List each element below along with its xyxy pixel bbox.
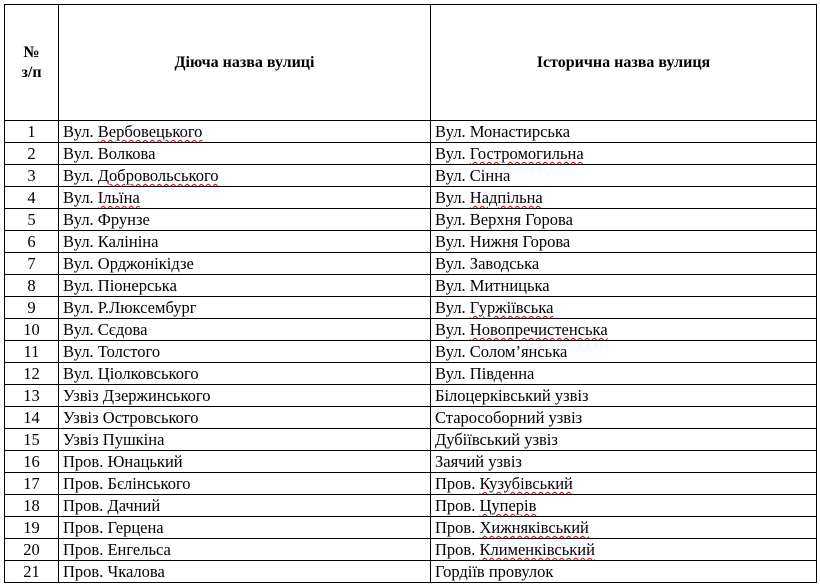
historical-name-text: Заячий узвіз [435, 452, 522, 471]
current-street-name [59, 363, 431, 385]
current-name-text: Енгельса [107, 540, 171, 559]
current-street-name [59, 143, 431, 165]
current-name-prefix: Вул. [63, 298, 98, 317]
current-name-text: Чкалова [107, 562, 165, 581]
current-street-name [59, 429, 431, 451]
row-number: 6 [5, 231, 59, 253]
historical-name-prefix: Вул. [435, 210, 470, 229]
current-name-text: Ціолковського [97, 364, 199, 383]
current-name-text: Юнацький [107, 452, 183, 471]
current-name-text: Островського [102, 408, 199, 427]
historical-name-text: Старособорний узвіз [435, 408, 583, 427]
table-row [5, 165, 817, 187]
historical-street-name [431, 187, 817, 209]
current-name-prefix: Пров. [63, 452, 108, 471]
historical-name-prefix: Пров. [435, 518, 480, 537]
historical-street-name [431, 143, 817, 165]
historical-street-name [431, 451, 817, 473]
current-name-text: Фрунзе [97, 210, 150, 229]
current-name-prefix: Пров. [63, 474, 108, 493]
row-number: 2 [5, 143, 59, 165]
row-number: 15 [5, 429, 59, 451]
table-row [5, 209, 817, 231]
row-number: 9 [5, 297, 59, 319]
table-row [5, 253, 817, 275]
historical-name-prefix: Вул. [435, 298, 470, 317]
current-name-prefix: Пров. [63, 540, 108, 559]
historical-name-prefix: Вул. [435, 342, 470, 361]
historical-name-prefix: Пров. [435, 540, 480, 559]
row-number: 4 [5, 187, 59, 209]
historical-name-text: Гуржіївська [469, 298, 554, 317]
current-street-name [59, 517, 431, 539]
current-name-prefix: Вул. [63, 122, 98, 141]
historical-street-name [431, 561, 817, 583]
historical-name-text: Заводська [469, 254, 540, 273]
current-name-prefix: Вул. [63, 254, 98, 273]
current-street-name [59, 187, 431, 209]
current-name-text: Дзержинського [102, 386, 211, 405]
table-row [5, 429, 817, 451]
historical-name-text: Верхня Горова [469, 210, 573, 229]
historical-name-prefix: Вул. [435, 166, 470, 185]
current-street-name [59, 561, 431, 583]
historical-name-text: Білоцерківський узвіз [435, 386, 589, 405]
current-name-text: Р.Люксембург [97, 298, 197, 317]
current-name-prefix: Пров. [63, 496, 108, 515]
current-street-name [59, 319, 431, 341]
current-street-name [59, 209, 431, 231]
row-number: 10 [5, 319, 59, 341]
historical-name-prefix: Вул. [435, 320, 470, 339]
historical-street-name [431, 297, 817, 319]
current-street-name [59, 451, 431, 473]
historical-name-prefix: Вул. [435, 364, 470, 383]
current-name-text: Добровольського [97, 166, 219, 185]
historical-street-name [431, 539, 817, 561]
historical-name-text: Сінна [469, 166, 511, 185]
row-number: 17 [5, 473, 59, 495]
current-street-name [59, 297, 431, 319]
historical-name-text: Клименківський [479, 540, 595, 559]
historical-street-name [431, 385, 817, 407]
street-names-table [4, 4, 817, 583]
table-row [5, 517, 817, 539]
historical-name-prefix: Вул. [435, 232, 470, 251]
row-number: 19 [5, 517, 59, 539]
historical-name-text: Надпільна [469, 188, 543, 207]
current-name-prefix: Вул. [63, 210, 98, 229]
row-number: 11 [5, 341, 59, 363]
table-row [5, 473, 817, 495]
current-street-name [59, 275, 431, 297]
historical-name-prefix: Вул. [435, 188, 470, 207]
row-number: 13 [5, 385, 59, 407]
table-row [5, 297, 817, 319]
historical-street-name [431, 121, 817, 143]
row-number: 8 [5, 275, 59, 297]
current-name-prefix: Пров. [63, 562, 108, 581]
historical-name-prefix: Пров. [435, 474, 480, 493]
current-street-name [59, 495, 431, 517]
row-number: 20 [5, 539, 59, 561]
historical-street-name [431, 495, 817, 517]
current-street-name [59, 341, 431, 363]
table-row [5, 385, 817, 407]
current-name-prefix: Узвіз [63, 386, 103, 405]
current-name-text: Калініна [97, 232, 159, 251]
historical-name-text: Гордіїв провулок [435, 562, 554, 581]
historical-name-text: Хижняківський [479, 518, 589, 537]
row-number: 21 [5, 561, 59, 583]
row-number: 18 [5, 495, 59, 517]
current-name-prefix: Вул. [63, 166, 98, 185]
historical-name-prefix: Вул. [435, 144, 470, 163]
row-number: 7 [5, 253, 59, 275]
row-number: 12 [5, 363, 59, 385]
table-header [5, 5, 817, 121]
current-street-name [59, 253, 431, 275]
table-row [5, 451, 817, 473]
table-row [5, 495, 817, 517]
current-name-prefix: Вул. [63, 144, 98, 163]
row-number: 16 [5, 451, 59, 473]
table-row [5, 539, 817, 561]
current-name-text: Волкова [97, 144, 156, 163]
historical-street-name [431, 407, 817, 429]
current-name-prefix: Вул. [63, 320, 98, 339]
number-sign: № [23, 43, 40, 61]
current-name-text: Орджонікідзе [97, 254, 194, 273]
historical-name-text: Митницька [469, 276, 550, 295]
current-name-text: Піонерська [97, 276, 177, 295]
current-name-prefix: Пров. [63, 518, 108, 537]
current-name-text: Бєлінського [107, 474, 191, 493]
current-name-text: Герцена [107, 518, 164, 537]
row-number: 3 [5, 165, 59, 187]
table-row [5, 561, 817, 583]
historical-street-name [431, 341, 817, 363]
historical-name-text: Гостромогильна [469, 144, 584, 163]
table-row [5, 275, 817, 297]
current-street-name [59, 539, 431, 561]
row-number: 14 [5, 407, 59, 429]
column-header-historical-name: Історична назва вулиця [431, 5, 817, 121]
table-row [5, 363, 817, 385]
header-row [5, 5, 817, 121]
table-row [5, 231, 817, 253]
current-street-name [59, 165, 431, 187]
current-name-text: Сєдова [97, 320, 148, 339]
historical-street-name [431, 319, 817, 341]
current-name-text: Вербовецького [97, 122, 203, 141]
historical-street-name [431, 209, 817, 231]
historical-name-text: Нижня Горова [469, 232, 571, 251]
historical-name-text: Дубіївський узвіз [435, 430, 558, 449]
current-name-text: Ільїна [97, 188, 140, 207]
current-name-text: Пушкіна [102, 430, 165, 449]
current-street-name [59, 407, 431, 429]
table-body [5, 121, 817, 583]
historical-name-text: Кузубівський [479, 474, 573, 493]
table-row [5, 319, 817, 341]
column-header-current-name: Діюча назва вулиці [59, 5, 431, 121]
current-name-prefix: Вул. [63, 364, 98, 383]
table-row [5, 407, 817, 429]
current-name-prefix: Узвіз [63, 430, 103, 449]
historical-street-name [431, 473, 817, 495]
current-street-name [59, 121, 431, 143]
current-name-prefix: Вул. [63, 188, 98, 207]
historical-name-text: Монастирська [469, 122, 571, 141]
current-name-prefix: Вул. [63, 276, 98, 295]
current-name-text: Дачний [107, 496, 161, 515]
historical-street-name [431, 231, 817, 253]
table-row [5, 187, 817, 209]
historical-street-name [431, 253, 817, 275]
historical-street-name [431, 165, 817, 187]
historical-street-name [431, 363, 817, 385]
row-number: 1 [5, 121, 59, 143]
historical-street-name [431, 429, 817, 451]
column-header-number [5, 5, 59, 121]
current-street-name [59, 385, 431, 407]
historical-name-prefix: Вул. [435, 122, 470, 141]
table-row [5, 121, 817, 143]
historical-name-text: Цуперів [479, 496, 537, 515]
historical-street-name [431, 517, 817, 539]
table-row [5, 341, 817, 363]
historical-name-text: Солом’янська [469, 342, 568, 361]
current-street-name [59, 231, 431, 253]
current-name-prefix: Вул. [63, 232, 98, 251]
historical-name-prefix: Вул. [435, 254, 470, 273]
current-name-text: Толстого [97, 342, 161, 361]
historical-name-text: Південна [469, 364, 535, 383]
row-number: 5 [5, 209, 59, 231]
current-street-name [59, 473, 431, 495]
current-name-prefix: Узвіз [63, 408, 103, 427]
historical-name-prefix: Вул. [435, 276, 470, 295]
current-name-prefix: Вул. [63, 342, 98, 361]
historical-name-text: Новопречистенська [469, 320, 608, 339]
historical-name-prefix: Пров. [435, 496, 480, 515]
table-row [5, 143, 817, 165]
number-abbrev: з/п [21, 63, 42, 81]
historical-street-name [431, 275, 817, 297]
